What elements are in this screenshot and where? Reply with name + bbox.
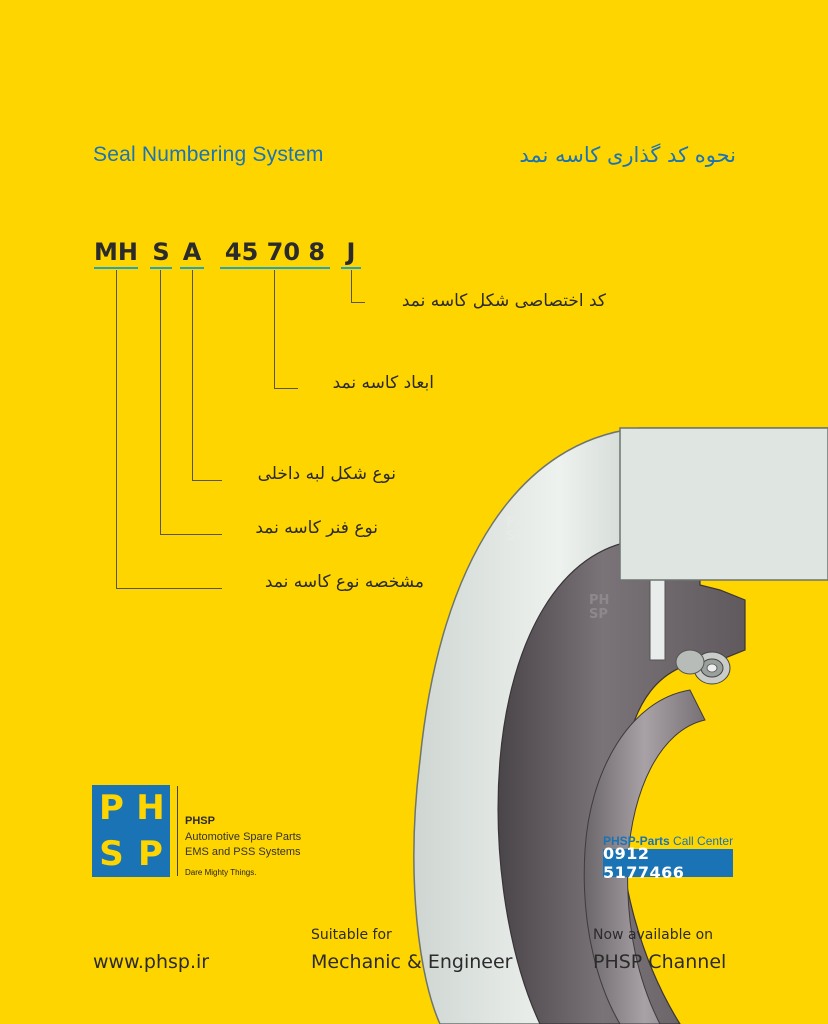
- seal-watermark-top: [506, 516, 526, 544]
- code-part-a: A: [182, 238, 202, 266]
- underline-j: [341, 267, 361, 269]
- brand-divider: [177, 786, 178, 876]
- underline-dimensions: [220, 267, 330, 269]
- call-center-brand: PHSP-Parts: [603, 834, 670, 848]
- brand-line-2: EMS and PSS Systems: [185, 846, 301, 858]
- brand-name: PHSP: [185, 815, 215, 827]
- label-seal-type: مشخصه نوع کاسه نمد: [264, 572, 424, 592]
- label-lip-shape: نوع شکل لبه داخلی: [257, 464, 396, 484]
- code-part-mh: MH: [94, 238, 138, 266]
- connector-j-vertical: [351, 270, 352, 302]
- suitable-value: Mechanic & Engineer: [311, 951, 513, 973]
- connector-s-horizontal: [160, 534, 222, 535]
- logo-letter-p: P: [99, 788, 124, 828]
- website-link[interactable]: www.phsp.ir: [93, 951, 210, 973]
- connector-s-vertical: [160, 270, 161, 534]
- code-part-s: S: [152, 238, 170, 266]
- connector-mh-vertical: [116, 270, 117, 588]
- suitable-label: Suitable for: [311, 927, 392, 943]
- phsp-logo: [92, 785, 170, 877]
- connector-dim-horizontal: [274, 388, 298, 389]
- logo-letter-p2: P: [138, 834, 163, 874]
- logo-letter-s: S: [99, 834, 124, 874]
- title-persian: نحوه کد گذاری کاسه نمد: [519, 143, 736, 167]
- watermark-line-1: PH: [506, 515, 527, 530]
- label-shape-code: کد اختصاصی شکل کاسه نمد: [401, 291, 606, 311]
- brand-tagline: Dare Mighty Things.: [185, 868, 257, 877]
- brand-line-1: Automotive Spare Parts: [185, 831, 302, 843]
- code-part-dimensions: 45 70 8: [224, 238, 326, 266]
- watermark-line-2: SP: [506, 529, 525, 544]
- available-value[interactable]: PHSP Channel: [593, 951, 727, 973]
- underline-mh: [94, 267, 138, 269]
- underline-s: [150, 267, 172, 269]
- title-english: Seal Numbering System: [93, 143, 324, 166]
- call-center-phone[interactable]: 0912 5177466: [603, 849, 733, 877]
- connector-j-horizontal: [351, 302, 365, 303]
- connector-a-vertical: [192, 270, 193, 480]
- connector-dim-vertical: [274, 270, 275, 388]
- underline-a: [180, 267, 204, 269]
- connector-a-horizontal: [192, 480, 222, 481]
- call-center-text: Call Center: [669, 834, 734, 848]
- logo-letter-h: H: [136, 788, 165, 828]
- watermark-line-1: PH: [589, 593, 610, 608]
- watermark-line-2: SP: [589, 607, 608, 622]
- label-spring-type: نوع فنر کاسه نمد: [255, 518, 378, 538]
- connector-mh-horizontal: [116, 588, 222, 589]
- available-label: Now available on: [593, 927, 714, 943]
- code-part-j: J: [346, 238, 356, 266]
- seal-watermark-mid: [589, 594, 609, 622]
- label-dimensions: ابعاد کاسه نمد: [332, 373, 434, 393]
